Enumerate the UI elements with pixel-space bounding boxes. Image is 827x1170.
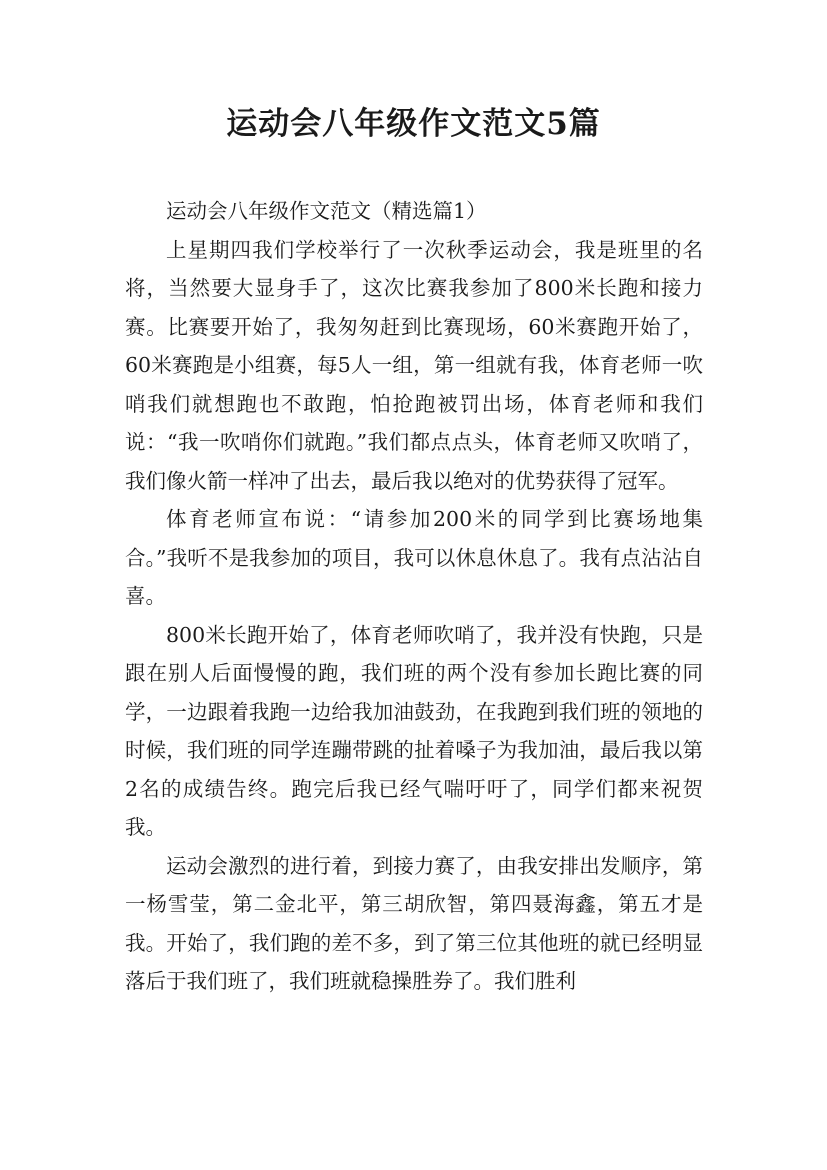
paragraph: 运动会激烈的进行着，到接力赛了，由我安排出发顺序，第一杨雪莹，第二金北平，第三胡欣智，第四聂海鑫，第五才是我。开始了，我们跑的差不多，到了第三位其他班的就已经明显落后于我们班了，我们班就稳操胜券了。我们胜利 <box>125 853 703 993</box>
document-body <box>125 192 703 1001</box>
paragraph: 体育老师宣布说：“请参加200米的同学到比赛场地集合。”我听不是我参加的项目，我可以休息休息了。我有点沾沾自喜。 <box>125 507 703 608</box>
paragraph: 800米长跑开始了，体育老师吹哨了，我并没有快跑，只是跟在别人后面慢慢的跑，我们班的两个没有参加长跑比赛的同学，一边跟着我跑一边给我加油鼓劲，在我跑到我们班的领地的时候，我们班的同学连蹦带跳的扯着嗓子为我加油，最后我以第2名的成绩告终。跑完后我已经气喘吁吁了，同学们都来祝贺我。 <box>125 622 703 839</box>
section-heading: 运动会八年级作文范文（精选篇1） <box>166 199 487 223</box>
document-title: 运动会八年级作文范文5篇 <box>226 106 601 142</box>
paragraph: 上星期四我们学校举行了一次秋季运动会，我是班里的名将，当然要大显身手了，这次比赛我参加了800米长跑和接力赛。比赛要开始了，我匆匆赶到比赛现场，60米赛跑开始了，60米赛跑是小组赛，每5人一组，第一组就有我，体育老师一吹哨我们就想跑也不敢跑，怕抢跑被罚出场，体育老师和我们说：“我一吹哨你们就跑。”我们都点点头，体育老师又吹哨了，我们像火箭一样冲了出去，最后我以绝对的优势获得了冠军。 <box>125 237 703 493</box>
